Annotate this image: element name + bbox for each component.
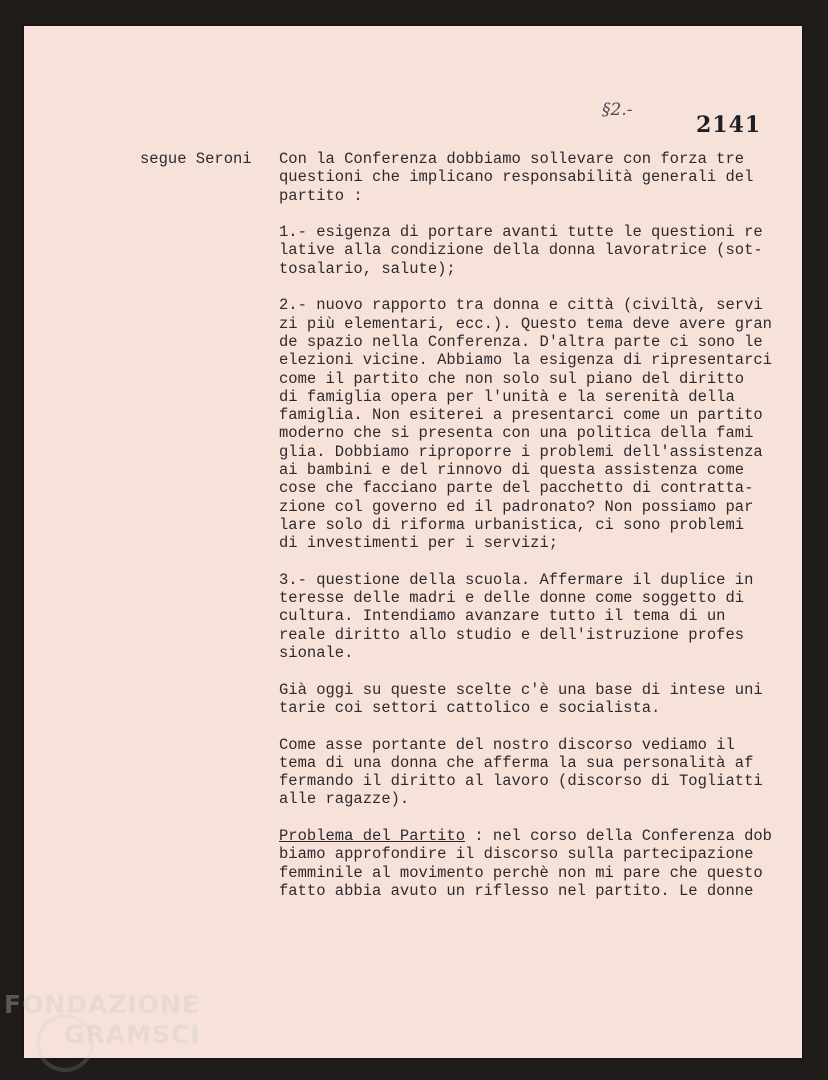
- text-line: 3.- questione della scuola. Affermare il duplice in: [279, 570, 754, 589]
- text-line: elezioni vicine. Abbiamo la esigenza di ripresentarci: [279, 351, 772, 370]
- speaker-label: segue Seroni: [140, 150, 252, 168]
- text-line: alle ragazze).: [279, 790, 410, 809]
- paragraph: [279, 150, 779, 205]
- stamped-page-number: 2141: [696, 112, 762, 138]
- text-line: tarie coi settori cattolico e socialista.: [279, 698, 661, 717]
- text-line: femminile al movimento perchè non mi pare che questo: [279, 863, 763, 882]
- paragraph: [279, 296, 779, 552]
- text-line: famiglia. Non esiterei a presentarci come un partito: [279, 406, 763, 425]
- text-line: sionale.: [279, 644, 354, 663]
- text-line: di famiglia opera per l'unità e la serenità della: [279, 387, 735, 406]
- text-line: 2.- nuovo rapporto tra donna e città (civiltà, servi: [279, 296, 763, 315]
- text-line: moderno che si presenta con una politica della fami: [279, 424, 754, 443]
- text-line: lative alla condizione della donna lavoratrice (sot-: [279, 241, 763, 260]
- text-line: come il partito che non solo sul piano del diritto: [279, 369, 745, 388]
- bleed-through-marks: [700, 60, 706, 88]
- watermark-line-2: GRAMSCI: [64, 1020, 201, 1049]
- text-line: Come asse portante del nostro discorso vediamo il: [279, 735, 735, 754]
- text-line: zione col governo ed il padronato? Non possiamo par: [279, 497, 754, 516]
- text-line: fermando il diritto al lavoro (discorso di Togliatti: [279, 772, 763, 791]
- text-line: Già oggi su queste scelte c'è una base di intese uni: [279, 680, 763, 699]
- text-line: cultura. Intendiamo avanzare tutto il tema di un: [279, 607, 726, 626]
- text-line: cose che facciano parte del pacchetto di contratta-: [279, 479, 754, 498]
- text-line: ai bambini e del rinnovo di questa assistenza come: [279, 461, 745, 480]
- text-line: teresse delle madri e delle donne come soggetto di: [279, 589, 745, 608]
- text-line: Con la Conferenza dobbiamo sollevare con forza tre: [279, 150, 745, 168]
- text-line: fatto abbia avuto un riflesso nel partito. Le donne: [279, 881, 754, 900]
- watermark-line-1: FONDAZIONE: [4, 990, 201, 1019]
- text-line: de spazio nella Conferenza. D'altra parte ci sono le: [279, 332, 763, 351]
- text-line: 1.- esigenza di portare avanti tutte le questioni re: [279, 223, 763, 242]
- text-line: partito :: [279, 186, 363, 205]
- text-line: di investimenti per i servizi;: [279, 534, 559, 553]
- paragraph: [279, 223, 779, 278]
- text-line: reale diritto allo studio e dell'istruzione profes: [279, 625, 745, 644]
- text-line: glia. Dobbiamo riproporre i problemi dell'assistenza: [279, 442, 763, 461]
- paragraph-party-problem: [279, 827, 779, 900]
- paragraph: [279, 681, 779, 718]
- typed-body-text: [279, 150, 779, 918]
- text-line: questioni che implicano responsabilità generali del: [279, 168, 754, 187]
- text-line: [279, 827, 779, 845]
- text-line: lare solo di riforma urbanistica, ci sono problemi: [279, 515, 745, 534]
- text-line: zi più elementari, ecc.). Questo tema deve avere gran: [279, 314, 772, 333]
- paragraph: [279, 571, 779, 662]
- text-line: tema di una donna che afferma la sua personalità af: [279, 753, 754, 772]
- paragraph: [279, 736, 779, 809]
- section-heading: Problema del Partito: [279, 826, 466, 845]
- archive-watermark: [4, 990, 201, 1050]
- handwritten-page-number: §2.-: [602, 100, 633, 120]
- heading-line-rest: : nel corso della Conferenza dob: [465, 826, 772, 845]
- text-line: tosalario, salute);: [279, 259, 456, 278]
- text-line: biamo approfondire il discorso sulla partecipazione: [279, 845, 754, 864]
